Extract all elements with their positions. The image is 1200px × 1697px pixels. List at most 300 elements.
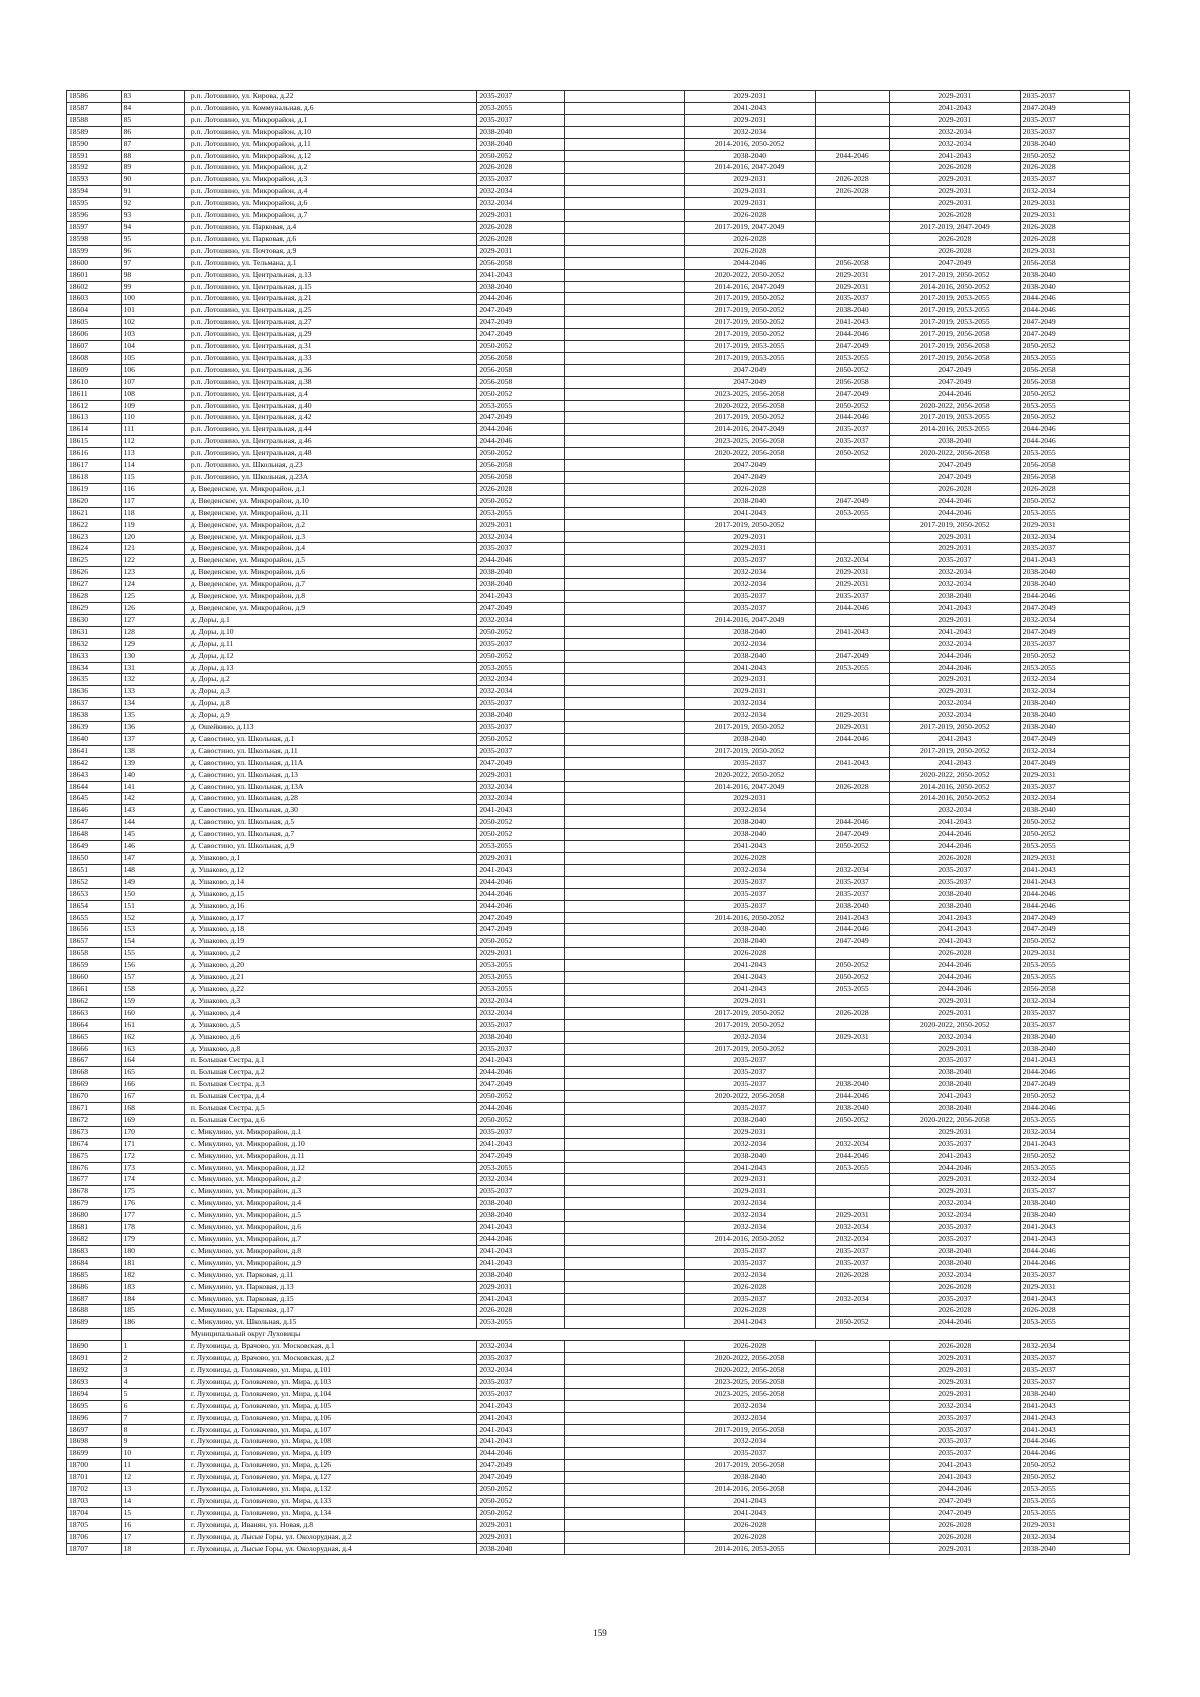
table-cell: 2035-2037	[815, 888, 889, 900]
table-cell: п. Большая Сестра, д.1	[184, 1055, 476, 1067]
table-cell: 2050-2052	[1020, 936, 1129, 948]
table-cell: 85	[121, 114, 184, 126]
table-cell: 2056-2058	[815, 257, 889, 269]
table-cell	[815, 1281, 889, 1293]
table-cell: 2029-2031	[1020, 1281, 1129, 1293]
table-cell: 2035-2037	[477, 1353, 564, 1365]
table-cell	[564, 1007, 684, 1019]
table-row	[67, 293, 1130, 305]
table-cell: 18680	[67, 1210, 122, 1222]
table-cell	[564, 1222, 684, 1234]
table-cell	[564, 626, 684, 638]
table-cell: 2032-2034	[684, 579, 815, 591]
table-cell: 2041-2043	[477, 1424, 564, 1436]
table-cell	[564, 269, 684, 281]
table-cell	[564, 424, 684, 436]
table-cell: 2041-2043	[684, 841, 815, 853]
table-cell: д. Савостино, ул. Школьная, д.5	[184, 817, 476, 829]
table-cell: 18593	[67, 174, 122, 186]
table-cell: 2038-2040	[1020, 722, 1129, 734]
table-cell: 2050-2052	[815, 841, 889, 853]
table-cell: р.п. Лотошино, ул. Центральная, д.46	[184, 436, 476, 448]
table-cell	[815, 1484, 889, 1496]
table-row	[67, 1293, 1130, 1305]
table-cell: 2035-2037	[815, 876, 889, 888]
table-cell	[564, 543, 684, 555]
table-cell	[564, 1472, 684, 1484]
table-cell: 2044-2046	[815, 733, 889, 745]
table-cell: 2041-2043	[1020, 1055, 1129, 1067]
table-cell: 2035-2037	[684, 1293, 815, 1305]
table-cell: 2050-2052	[477, 1495, 564, 1507]
table-cell: р.п. Лотошино, ул. Центральная, д.15	[184, 281, 476, 293]
table-cell: 2050-2052	[1020, 650, 1129, 662]
table-cell: р.п. Лотошино, ул. Парковая, д.4	[184, 221, 476, 233]
table-cell: 2044-2046	[477, 1067, 564, 1079]
table-row	[67, 91, 1130, 103]
table-cell: 2017-2019, 2050-2052	[684, 722, 815, 734]
table-cell: 18596	[67, 210, 122, 222]
table-cell: 2032-2034	[477, 995, 564, 1007]
table-cell	[564, 1305, 684, 1317]
table-cell: 2026-2028	[889, 210, 1020, 222]
table-cell: 2038-2040	[477, 1198, 564, 1210]
table-cell: с. Микулино, ул. Микрорайон, д.3	[184, 1186, 476, 1198]
table-cell: 168	[121, 1103, 184, 1115]
table-cell: 2044-2046	[477, 436, 564, 448]
table-cell: 18612	[67, 400, 122, 412]
table-cell: 159	[121, 995, 184, 1007]
table-cell: 2044-2046	[477, 555, 564, 567]
table-row	[67, 424, 1130, 436]
table-cell	[121, 1329, 184, 1341]
table-cell: 2017-2019, 2056-2058	[684, 1460, 815, 1472]
table-cell: 2038-2040	[684, 650, 815, 662]
table-cell	[564, 948, 684, 960]
table-cell: 2035-2037	[477, 1186, 564, 1198]
table-cell: 2026-2028	[684, 1341, 815, 1353]
table-cell: 2047-2049	[889, 257, 1020, 269]
table-cell: 2029-2031	[477, 948, 564, 960]
table-cell: 18676	[67, 1162, 122, 1174]
table-cell: с. Микулино, ул. Микрорайон, д.5	[184, 1210, 476, 1222]
table-cell: 18682	[67, 1234, 122, 1246]
table-cell	[564, 495, 684, 507]
table-cell: р.п. Лотошино, ул. Центральная, д.42	[184, 412, 476, 424]
table-cell: 2056-2058	[477, 460, 564, 472]
table-cell: 2029-2031	[1020, 948, 1129, 960]
table-cell: г. Луховицы, д. Лысые Горы, ул. Околорудная, д.4	[184, 1543, 476, 1555]
table-cell: 2041-2043	[684, 1507, 815, 1519]
table-cell: 158	[121, 983, 184, 995]
table-cell: 2032-2034	[684, 1210, 815, 1222]
table-cell: 3	[121, 1364, 184, 1376]
table-cell: 2044-2046	[477, 876, 564, 888]
table-cell	[564, 519, 684, 531]
table-cell: 4	[121, 1376, 184, 1388]
table-cell	[564, 1543, 684, 1555]
table-cell: 2029-2031	[889, 1043, 1020, 1055]
table-cell: 2047-2049	[889, 472, 1020, 484]
table-cell: 2029-2031	[477, 519, 564, 531]
table-cell: 2035-2037	[889, 1293, 1020, 1305]
table-cell: 18590	[67, 138, 122, 150]
table-cell	[564, 257, 684, 269]
table-cell: 2038-2040	[477, 1543, 564, 1555]
table-cell: 2032-2034	[815, 1138, 889, 1150]
table-cell: 2026-2028	[477, 162, 564, 174]
table-cell: 2047-2049	[477, 305, 564, 317]
table-cell	[564, 1281, 684, 1293]
table-cell: г. Луховицы, д. Головачево, ул. Мира, д.133	[184, 1495, 476, 1507]
table-cell	[564, 114, 684, 126]
table-cell: 115	[121, 472, 184, 484]
table-cell: 5	[121, 1388, 184, 1400]
table-cell: 2029-2031	[889, 1388, 1020, 1400]
table-cell: 2020-2022, 2050-2052	[684, 769, 815, 781]
table-cell: 2029-2031	[477, 245, 564, 257]
table-cell	[564, 233, 684, 245]
table-cell: 18705	[67, 1519, 122, 1531]
table-cell: 2038-2040	[684, 1472, 815, 1484]
table-cell	[815, 1495, 889, 1507]
table-row	[67, 460, 1130, 472]
table-cell: 2053-2055	[1020, 960, 1129, 972]
table-cell: 2053-2055	[477, 102, 564, 114]
table-cell: 155	[121, 948, 184, 960]
table-cell: 18696	[67, 1412, 122, 1424]
table-cell: д. Доры, д.12	[184, 650, 476, 662]
table-cell: д. Доры, д.1	[184, 614, 476, 626]
table-cell: 18702	[67, 1484, 122, 1496]
table-cell: 18587	[67, 102, 122, 114]
table-cell	[564, 805, 684, 817]
table-cell: 18624	[67, 543, 122, 555]
table-cell: 18644	[67, 781, 122, 793]
table-cell	[564, 555, 684, 567]
table-row	[67, 1519, 1130, 1531]
table-cell: 2017-2019, 2053-2055	[889, 317, 1020, 329]
table-cell: 2035-2037	[1020, 1353, 1129, 1365]
table-cell: 134	[121, 698, 184, 710]
table-row	[67, 507, 1130, 519]
table-cell	[815, 1019, 889, 1031]
table-cell: 151	[121, 900, 184, 912]
table-cell: 2035-2037	[889, 876, 1020, 888]
table-cell: р.п. Лотошино, ул. Центральная, д.29	[184, 329, 476, 341]
table-cell: 2032-2034	[889, 638, 1020, 650]
table-cell: д. Введенское, ул. Микрорайон, д.11	[184, 507, 476, 519]
table-cell: 2047-2049	[477, 757, 564, 769]
table-cell: 2041-2043	[684, 662, 815, 674]
table-cell: 2038-2040	[477, 710, 564, 722]
table-cell: 99	[121, 281, 184, 293]
table-cell: 183	[121, 1281, 184, 1293]
table-cell: п. Большая Сестра, д.5	[184, 1103, 476, 1115]
table-cell: 161	[121, 1019, 184, 1031]
table-cell: 2035-2037	[684, 1257, 815, 1269]
table-cell: 2053-2055	[477, 507, 564, 519]
table-cell	[564, 186, 684, 198]
table-cell: 87	[121, 138, 184, 150]
table-row	[67, 448, 1130, 460]
table-cell	[564, 1198, 684, 1210]
table-cell: 2032-2034	[815, 1234, 889, 1246]
table-cell: 2035-2037	[684, 1079, 815, 1091]
table-cell: 18674	[67, 1138, 122, 1150]
table-cell	[564, 853, 684, 865]
table-cell: 2023-2025, 2056-2058	[684, 1388, 815, 1400]
table-cell: 2056-2058	[1020, 472, 1129, 484]
table-cell: 2035-2037	[477, 543, 564, 555]
table-cell: 18653	[67, 888, 122, 900]
table-cell: 2035-2037	[684, 876, 815, 888]
table-cell: 2020-2022, 2050-2052	[889, 1019, 1020, 1031]
table-cell: 2038-2040	[889, 1079, 1020, 1091]
table-cell	[815, 198, 889, 210]
table-cell: 2032-2034	[1020, 186, 1129, 198]
table-cell: 2029-2031	[684, 1186, 815, 1198]
table-cell: 2044-2046	[1020, 436, 1129, 448]
table-cell: 2038-2040	[477, 281, 564, 293]
table-cell: р.п. Лотошино, ул. Микрорайон, д.6	[184, 198, 476, 210]
table-cell: 12	[121, 1472, 184, 1484]
table-cell: 18614	[67, 424, 122, 436]
table-cell: 2026-2028	[684, 483, 815, 495]
table-cell: 2035-2037	[889, 1448, 1020, 1460]
table-row	[67, 1448, 1130, 1460]
table-cell	[564, 1412, 684, 1424]
table-cell: 181	[121, 1257, 184, 1269]
table-cell: 150	[121, 888, 184, 900]
table-cell: 2038-2040	[815, 1103, 889, 1115]
table-cell: 185	[121, 1305, 184, 1317]
table-row	[67, 888, 1130, 900]
table-cell: 2041-2043	[477, 1257, 564, 1269]
table-cell: 2041-2043	[889, 936, 1020, 948]
table-cell	[564, 507, 684, 519]
table-cell: 157	[121, 972, 184, 984]
table-cell: р.п. Лотошино, ул. Почтовая, д.9	[184, 245, 476, 257]
table-cell: 2038-2040	[684, 150, 815, 162]
table-row	[67, 567, 1130, 579]
table-cell: 2038-2040	[684, 1150, 815, 1162]
table-cell: 2029-2031	[889, 995, 1020, 1007]
table-cell: 2032-2034	[1020, 674, 1129, 686]
table-cell: 92	[121, 198, 184, 210]
table-cell: 2041-2043	[1020, 1293, 1129, 1305]
table-cell: 116	[121, 483, 184, 495]
table-cell: 176	[121, 1198, 184, 1210]
table-cell: 2044-2046	[477, 1234, 564, 1246]
table-cell: 2047-2049	[1020, 733, 1129, 745]
table-cell: 18704	[67, 1507, 122, 1519]
table-cell: 2035-2037	[684, 591, 815, 603]
table-row	[67, 948, 1130, 960]
table-cell: 2029-2031	[889, 1126, 1020, 1138]
table-cell: 2038-2040	[889, 591, 1020, 603]
table-cell: 2044-2046	[684, 257, 815, 269]
table-cell: 7	[121, 1412, 184, 1424]
table-cell	[564, 376, 684, 388]
table-cell: 2056-2058	[477, 472, 564, 484]
table-cell	[564, 817, 684, 829]
table-row	[67, 1186, 1130, 1198]
table-cell	[815, 1519, 889, 1531]
table-cell	[815, 210, 889, 222]
table-cell: 2035-2037	[477, 114, 564, 126]
table-cell: 2032-2034	[477, 1364, 564, 1376]
table-cell: 2041-2043	[889, 1150, 1020, 1162]
table-cell: 2041-2043	[684, 102, 815, 114]
table-row	[67, 1317, 1130, 1329]
table-row	[67, 1531, 1130, 1543]
table-cell: 18655	[67, 912, 122, 924]
table-cell: 2056-2058	[1020, 257, 1129, 269]
table-cell: 18640	[67, 733, 122, 745]
table-cell: 2047-2049	[684, 364, 815, 376]
table-cell: 102	[121, 317, 184, 329]
table-cell: 18659	[67, 960, 122, 972]
table-cell: 2014-2016, 2047-2049	[684, 781, 815, 793]
table-cell	[564, 388, 684, 400]
table-cell: 2026-2028	[1020, 483, 1129, 495]
table-cell: 18641	[67, 745, 122, 757]
table-cell: 2014-2016, 2053-2055	[889, 424, 1020, 436]
table-cell: с. Микулино, ул. Микрорайон, д.2	[184, 1174, 476, 1186]
table-row	[67, 1484, 1130, 1496]
table-cell	[564, 829, 684, 841]
table-row	[67, 1079, 1130, 1091]
table-cell	[564, 1436, 684, 1448]
table-cell	[564, 674, 684, 686]
table-cell: 2026-2028	[1020, 1305, 1129, 1317]
table-cell: 2041-2043	[889, 757, 1020, 769]
table-cell: 18692	[67, 1364, 122, 1376]
table-row	[67, 674, 1130, 686]
table-cell: р.п. Лотошино, ул. Центральная, д.4	[184, 388, 476, 400]
table-cell: 18621	[67, 507, 122, 519]
table-cell: 2029-2031	[889, 186, 1020, 198]
table-cell: 2038-2040	[1020, 698, 1129, 710]
table-cell	[564, 1460, 684, 1472]
table-cell: 2035-2037	[1020, 1376, 1129, 1388]
table-cell	[564, 1019, 684, 1031]
table-cell: 162	[121, 1031, 184, 1043]
table-cell: 2047-2049	[477, 329, 564, 341]
table-cell: д. Ушаково, д.21	[184, 972, 476, 984]
table-cell: 18686	[67, 1281, 122, 1293]
table-cell: р.п. Лотошино, ул. Микрорайон, д.4	[184, 186, 476, 198]
table-cell	[564, 662, 684, 674]
table-cell: 2032-2034	[477, 793, 564, 805]
table-cell: 2020-2022, 2056-2058	[889, 448, 1020, 460]
table-cell: 2050-2052	[1020, 495, 1129, 507]
table-row	[67, 1305, 1130, 1317]
table-cell: 2041-2043	[1020, 1424, 1129, 1436]
table-cell: д. Доры, д.9	[184, 710, 476, 722]
table-cell: 2032-2034	[889, 1210, 1020, 1222]
table-cell: 18665	[67, 1031, 122, 1043]
table-row	[67, 698, 1130, 710]
table-cell	[564, 150, 684, 162]
table-row	[67, 1388, 1130, 1400]
table-cell: д. Доры, д.2	[184, 674, 476, 686]
table-cell: 2032-2034	[1020, 1174, 1129, 1186]
table-cell	[564, 245, 684, 257]
table-cell: д. Введенское, ул. Микрорайон, д.10	[184, 495, 476, 507]
table-cell: 2029-2031	[684, 995, 815, 1007]
table-row	[67, 1210, 1130, 1222]
table-row	[67, 1543, 1130, 1555]
table-cell: 2026-2028	[684, 233, 815, 245]
table-cell: 2041-2043	[1020, 1400, 1129, 1412]
table-cell: 2017-2019, 2053-2055	[889, 293, 1020, 305]
table-cell	[815, 483, 889, 495]
table-cell: 180	[121, 1245, 184, 1257]
table-cell	[564, 757, 684, 769]
table-cell: д. Савостино, ул. Школьная, д.9	[184, 841, 476, 853]
table-cell: 2032-2034	[684, 1031, 815, 1043]
table-cell: 2026-2028	[889, 1341, 1020, 1353]
table-cell: 18662	[67, 995, 122, 1007]
table-row	[67, 1472, 1130, 1484]
table-cell: 2047-2049	[1020, 102, 1129, 114]
table-cell	[815, 1436, 889, 1448]
table-cell: р.п. Лотошино, ул. Микрорайон, д.3	[184, 174, 476, 186]
table-row	[67, 805, 1130, 817]
table-cell	[564, 221, 684, 233]
table-cell: 2044-2046	[1020, 888, 1129, 900]
table-cell: 2047-2049	[1020, 1079, 1129, 1091]
table-cell: 112	[121, 436, 184, 448]
table-cell: 2020-2022, 2056-2058	[684, 1091, 815, 1103]
table-cell: 2020-2022, 2050-2052	[684, 269, 815, 281]
table-cell: 2020-2022, 2056-2058	[684, 1353, 815, 1365]
table-row	[67, 174, 1130, 186]
table-cell: 2029-2031	[889, 1174, 1020, 1186]
table-cell: 2035-2037	[1020, 543, 1129, 555]
table-cell	[564, 1126, 684, 1138]
table-cell: 2044-2046	[889, 983, 1020, 995]
table-cell: 18699	[67, 1448, 122, 1460]
table-row	[67, 1507, 1130, 1519]
table-cell: д. Савостино, ул. Школьная, д.13	[184, 769, 476, 781]
table-cell: 18591	[67, 150, 122, 162]
table-cell	[564, 864, 684, 876]
table-cell: 2017-2019, 2053-2055	[684, 352, 815, 364]
table-cell: 98	[121, 269, 184, 281]
table-cell	[815, 102, 889, 114]
table-cell: 2026-2028	[889, 1305, 1020, 1317]
table-row	[67, 841, 1130, 853]
table-cell: 142	[121, 793, 184, 805]
table-cell: 2053-2055	[477, 972, 564, 984]
table-cell	[815, 1043, 889, 1055]
table-cell: 2035-2037	[1020, 91, 1129, 103]
table-row	[67, 972, 1130, 984]
table-cell	[564, 1495, 684, 1507]
table-cell: 2020-2022, 2056-2058	[684, 448, 815, 460]
table-cell: 18598	[67, 233, 122, 245]
table-cell: 6	[121, 1400, 184, 1412]
table-row	[67, 1114, 1130, 1126]
table-cell: 2029-2031	[684, 674, 815, 686]
table-cell	[564, 1353, 684, 1365]
table-row	[67, 912, 1130, 924]
table-cell: 143	[121, 805, 184, 817]
table-cell: 2029-2031	[889, 114, 1020, 126]
